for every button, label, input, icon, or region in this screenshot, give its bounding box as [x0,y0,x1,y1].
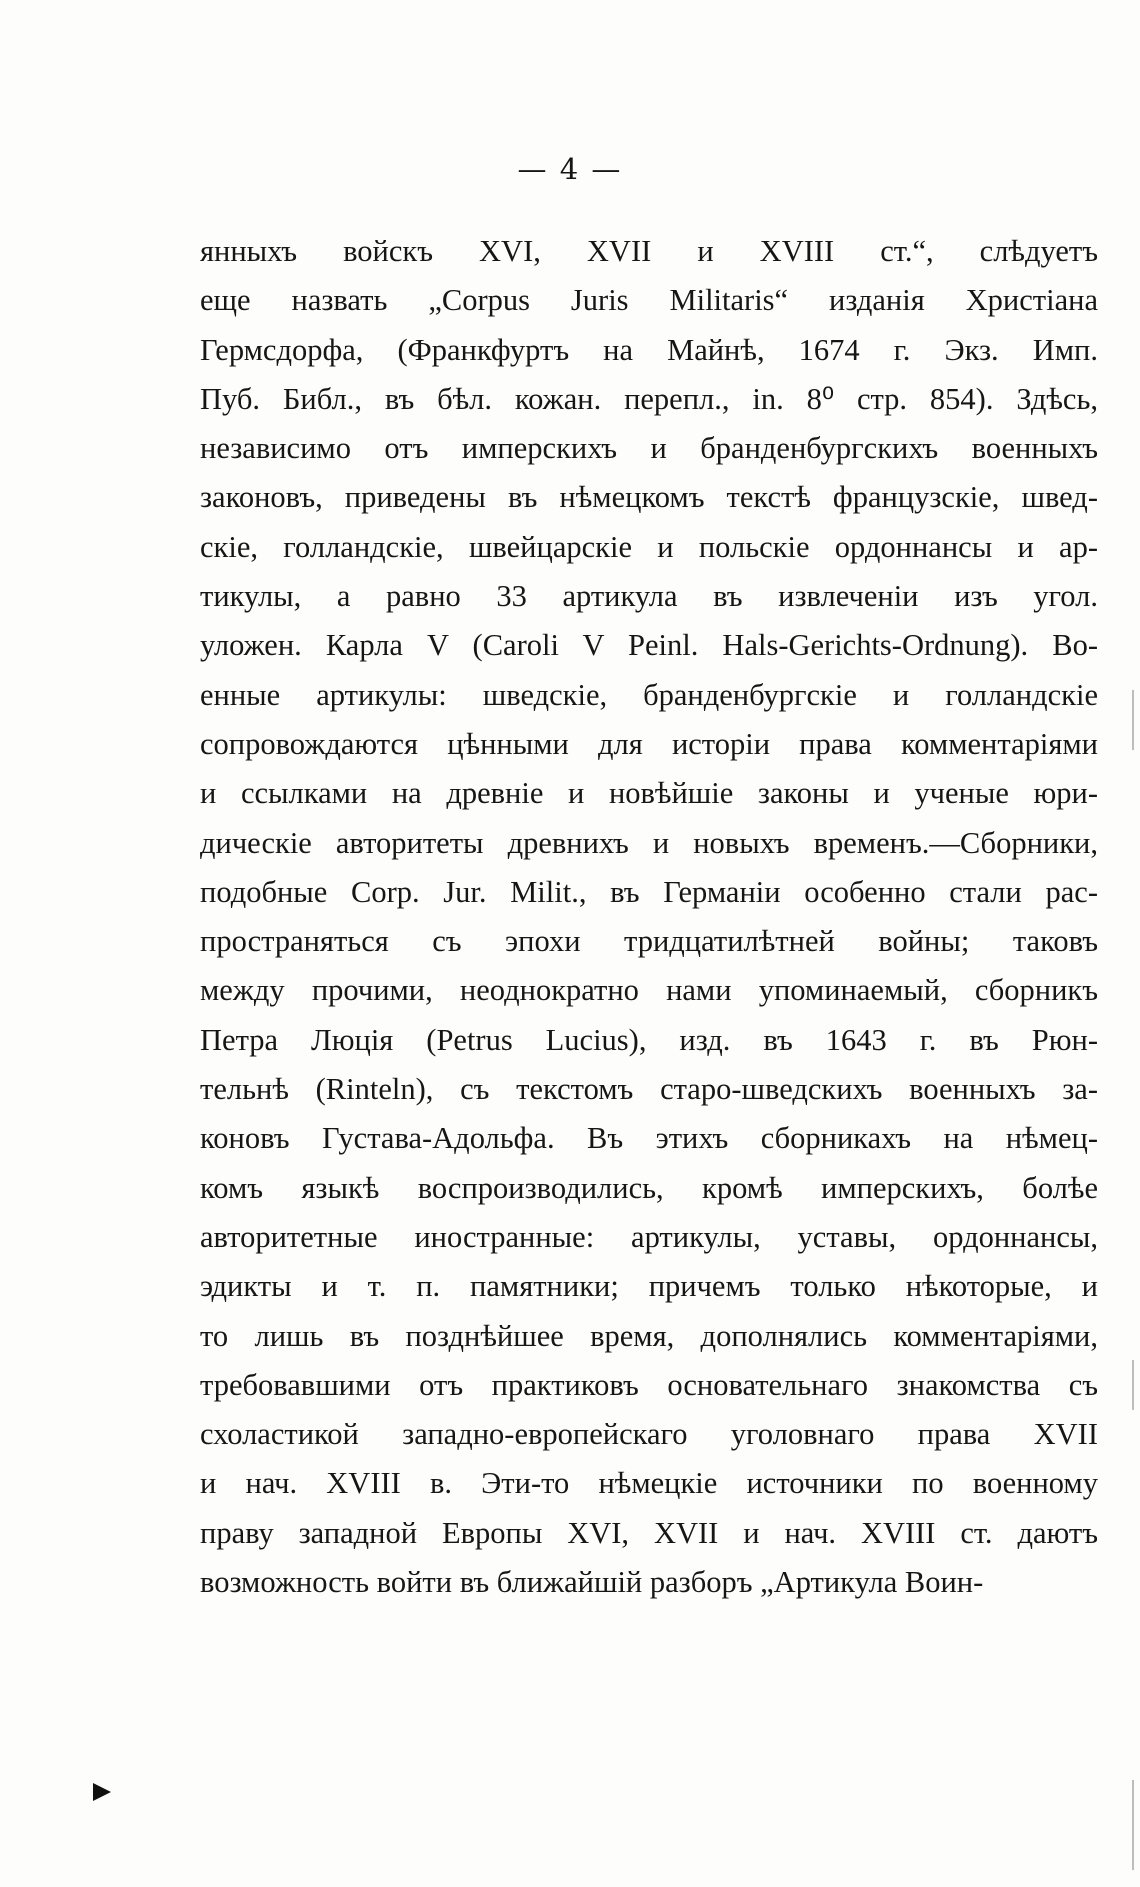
page-number: — 4 — [517,152,623,186]
scan-edge-mark [1132,1360,1134,1410]
text-line: эдикты и т. п. памятники; причемъ только нѣкоторые, и [200,1269,1098,1304]
text-line: праву западной Европы XVI, XVII и нач. XVIII ст. даютъ [200,1515,1098,1550]
text-line: енные артикулы: шведскіе, бранденбургскіе и голландскіе [200,677,1098,712]
text-line: Петра Люція (Petrus Lucius), изд. въ 1643 г. въ Рюн- [200,1022,1098,1057]
text-line: скіе, голландскіе, швейцарскіе и польскіе ордоннансы и ар- [200,529,1098,564]
text-line: возможность войти въ ближайшій разборъ „Артикула Воин- [200,1565,984,1600]
scan-edge-mark [1132,1780,1134,1870]
scan-edge-mark [1132,690,1134,750]
text-line: сопровождаются цѣнными для исторіи права комментаріями [200,726,1098,761]
text-line: тельнѣ (Rinteln), съ текстомъ старо-шведскихъ военныхъ за- [200,1072,1098,1107]
text-line: коновъ Густава-Адольфа. Въ этихъ сборникахъ на нѣмец- [200,1121,1098,1156]
text-line: схоластикой западно-европейскаго уголовнаго права XVII [200,1417,1098,1452]
text-line: и нач. XVIII в. Эти-то нѣмецкіе источники по военному [200,1466,1098,1501]
text-line: еще назвать „Corpus Juris Militaris“ изданія Христіана [200,283,1098,318]
text-line: пространяться съ эпохи тридцатилѣтней войны; таковъ [200,924,1098,959]
body-text [200,227,1098,1607]
text-line: янныхъ войскъ XVI, XVII и XVIII ст.“, слѣдуетъ [200,234,1098,268]
text-line: Пуб. Библ., въ бѣл. кожан. перепл., in. 8⁰ стр. 854). Здѣсь, [200,381,1098,416]
text-line: независимо отъ имперскихъ и бранденбургскихъ военныхъ [200,431,1098,466]
text-line: уложен. Карла V (Caroli V Peinl. Hals-Gerichts-Ordnung). Во- [200,628,1098,663]
text-line: между прочими, неоднократно нами упоминаемый, сборникъ [200,973,1098,1008]
text-line: законовъ, приведены въ нѣмецкомъ текстѣ французскіе, швед- [200,480,1098,515]
text-line: Гермсдорфа, (Франкфуртъ на Майнѣ, 1674 г. Экз. Имп. [200,332,1098,367]
text-line: тикулы, а равно 33 артикула въ извлеченіи изъ угол. [200,579,1098,614]
scan-artifact-mark [93,1783,111,1801]
text-line: и ссылками на древніе и новѣйшіе законы и ученые юри- [200,776,1098,811]
text-line: авторитетные иностранные: артикулы, уставы, ордоннансы, [200,1219,1098,1254]
text-line: то лишь въ позднѣйшее время, дополнялись комментаріями, [200,1318,1098,1353]
text-line: дическіе авторитеты древнихъ и новыхъ временъ.—Сборники, [200,825,1098,860]
text-line: комъ языкѣ воспроизводились, кромѣ имперскихъ, болѣе [200,1170,1098,1205]
text-line: подобные Corp. Jur. Milit., въ Германіи особенно стали рас- [200,874,1098,909]
text-line: требовавшими отъ практиковъ основательнаго знакомства съ [200,1367,1098,1402]
